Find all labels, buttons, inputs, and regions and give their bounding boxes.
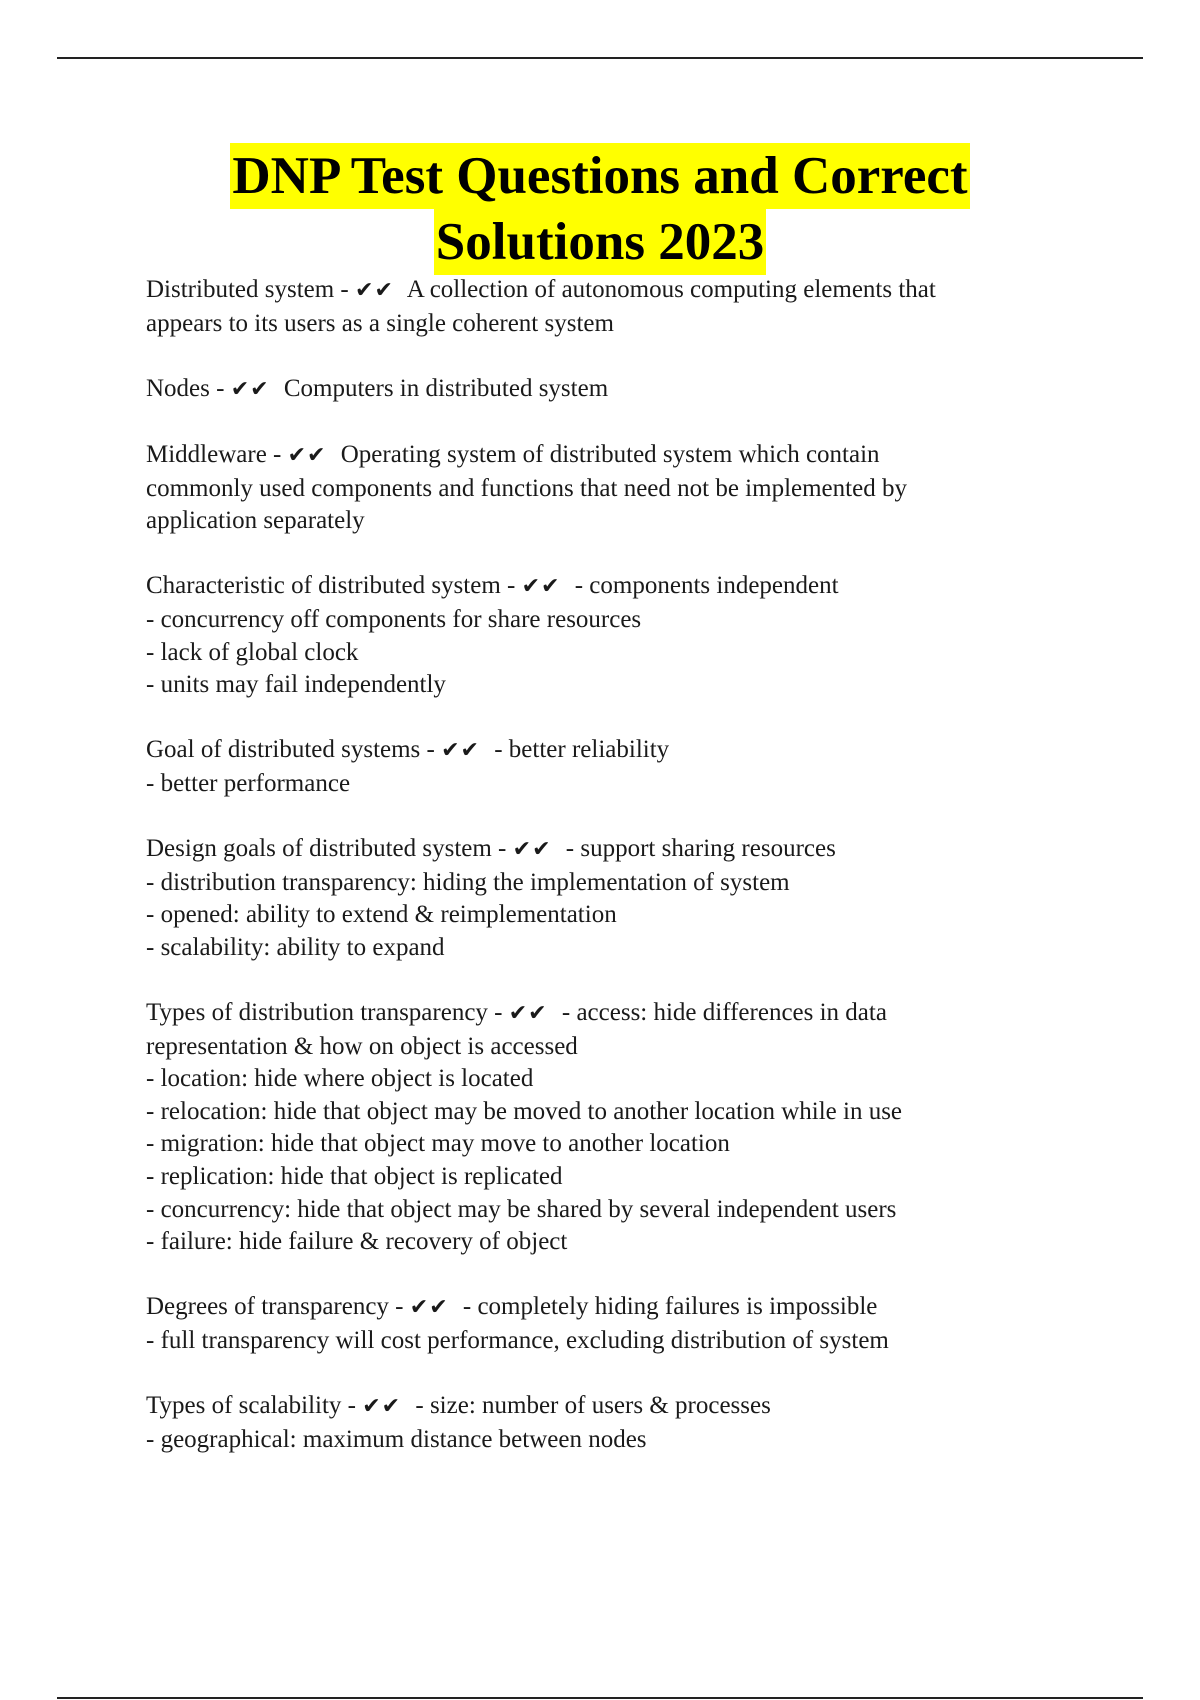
qa-term: Goal of distributed systems - xyxy=(146,736,442,764)
check-mark-icon: ✔✔ xyxy=(409,1295,449,1321)
qa-entry-first-line xyxy=(146,997,1076,1031)
qa-answer-line: - full transparency will cost performance, excluding distribution of system xyxy=(146,1327,889,1354)
qa-term: Nodes - xyxy=(146,374,231,402)
qa-entry xyxy=(146,1291,1076,1357)
qa-answer-first: A collection of autonomous computing elements that xyxy=(406,276,936,303)
qa-entry xyxy=(146,1390,1076,1456)
qa-answer-line: - opened: ability to extend & reimplementation xyxy=(146,901,617,929)
qa-entry-first-line xyxy=(146,373,1076,407)
qa-answer-first: - better reliability xyxy=(494,736,670,764)
qa-entry-first-line xyxy=(146,734,1076,768)
qa-answer-line: - migration: hide that object may move to another location xyxy=(146,1130,730,1158)
qa-entry xyxy=(146,439,1076,538)
qa-term: Characteristic of distributed system - xyxy=(146,572,522,600)
qa-answer-line: - distribution transparency: hiding the implementation of system xyxy=(146,868,790,896)
title-line-2: Solutions 2023 xyxy=(434,209,766,275)
qa-list xyxy=(146,274,1076,1489)
title-line-1: DNP Test Questions and Correct xyxy=(230,143,969,209)
qa-term: Types of scalability - xyxy=(146,1392,363,1420)
qa-answer-line: - concurrency: hide that object may be shared by several independent users xyxy=(146,1195,897,1223)
check-mark-icon: ✔✔ xyxy=(441,738,480,764)
qa-entry xyxy=(146,833,1076,964)
qa-answer-line: application separately xyxy=(146,507,365,535)
qa-answer-line: - relocation: hide that object may be moved to another location while in use xyxy=(146,1097,903,1125)
qa-entry xyxy=(146,373,1076,407)
qa-term: Degrees of transparency - xyxy=(146,1293,410,1321)
qa-answer-first: Operating system of distributed system which contain xyxy=(340,440,880,468)
check-mark-icon: ✔✔ xyxy=(230,376,270,402)
page-title xyxy=(0,143,1200,275)
qa-answer-first: Computers in distributed system xyxy=(283,374,609,402)
qa-term: Middleware - xyxy=(146,440,288,468)
check-mark-icon: ✔✔ xyxy=(508,1001,548,1027)
qa-answer-first: - completely hiding failures is impossible xyxy=(462,1293,878,1321)
qa-answer-line: - better performance xyxy=(146,769,351,797)
qa-answer-line: appears to its users as a single coherent system xyxy=(146,309,614,337)
qa-entry-first-line xyxy=(146,833,1076,867)
qa-answer-line: commonly used components and functions that need not be implemented by xyxy=(146,474,907,502)
qa-answer-first: - size: number of users & processes xyxy=(415,1392,771,1420)
qa-entry-first-line xyxy=(146,274,1076,308)
qa-term: Design goals of distributed system - xyxy=(146,835,513,863)
qa-answer-line: - failure: hide failure & recovery of object xyxy=(146,1228,568,1256)
qa-entry xyxy=(146,274,1076,340)
qa-answer-line: representation & how on object is accessed xyxy=(146,1032,578,1060)
qa-entry-first-line xyxy=(146,439,1076,473)
qa-answer-first: - support sharing resources xyxy=(565,835,836,863)
check-mark-icon: ✔✔ xyxy=(521,574,561,600)
qa-answer-line: - concurrency off components for share resources xyxy=(146,605,642,633)
qa-entry-first-line xyxy=(146,570,1076,604)
qa-term: Distributed system - xyxy=(146,276,356,303)
qa-answer-line: - replication: hide that object is replicated xyxy=(146,1163,563,1191)
qa-entry xyxy=(146,734,1076,800)
qa-answer-first: - access: hide differences in data xyxy=(561,999,887,1027)
qa-answer-line: - units may fail independently xyxy=(146,671,446,699)
check-mark-icon: ✔✔ xyxy=(512,837,552,863)
qa-answer-line: - lack of global clock xyxy=(146,638,359,666)
check-mark-icon: ✔✔ xyxy=(287,442,327,468)
qa-term: Types of distribution transparency - xyxy=(146,999,509,1027)
header-rule xyxy=(57,57,1143,59)
qa-entry-first-line xyxy=(146,1291,1076,1325)
check-mark-icon: ✔✔ xyxy=(355,278,394,303)
qa-entry xyxy=(146,570,1076,701)
qa-answer-line: - location: hide where object is located xyxy=(146,1065,534,1093)
check-mark-icon: ✔✔ xyxy=(362,1394,402,1420)
footer-rule xyxy=(57,1697,1143,1699)
qa-answer-line: - scalability: ability to expand xyxy=(146,933,445,961)
qa-answer-first: - components independent xyxy=(574,572,839,600)
qa-answer-line: - geographical: maximum distance between nodes xyxy=(146,1425,647,1453)
qa-entry xyxy=(146,997,1076,1259)
qa-entry-first-line xyxy=(146,1390,1076,1424)
